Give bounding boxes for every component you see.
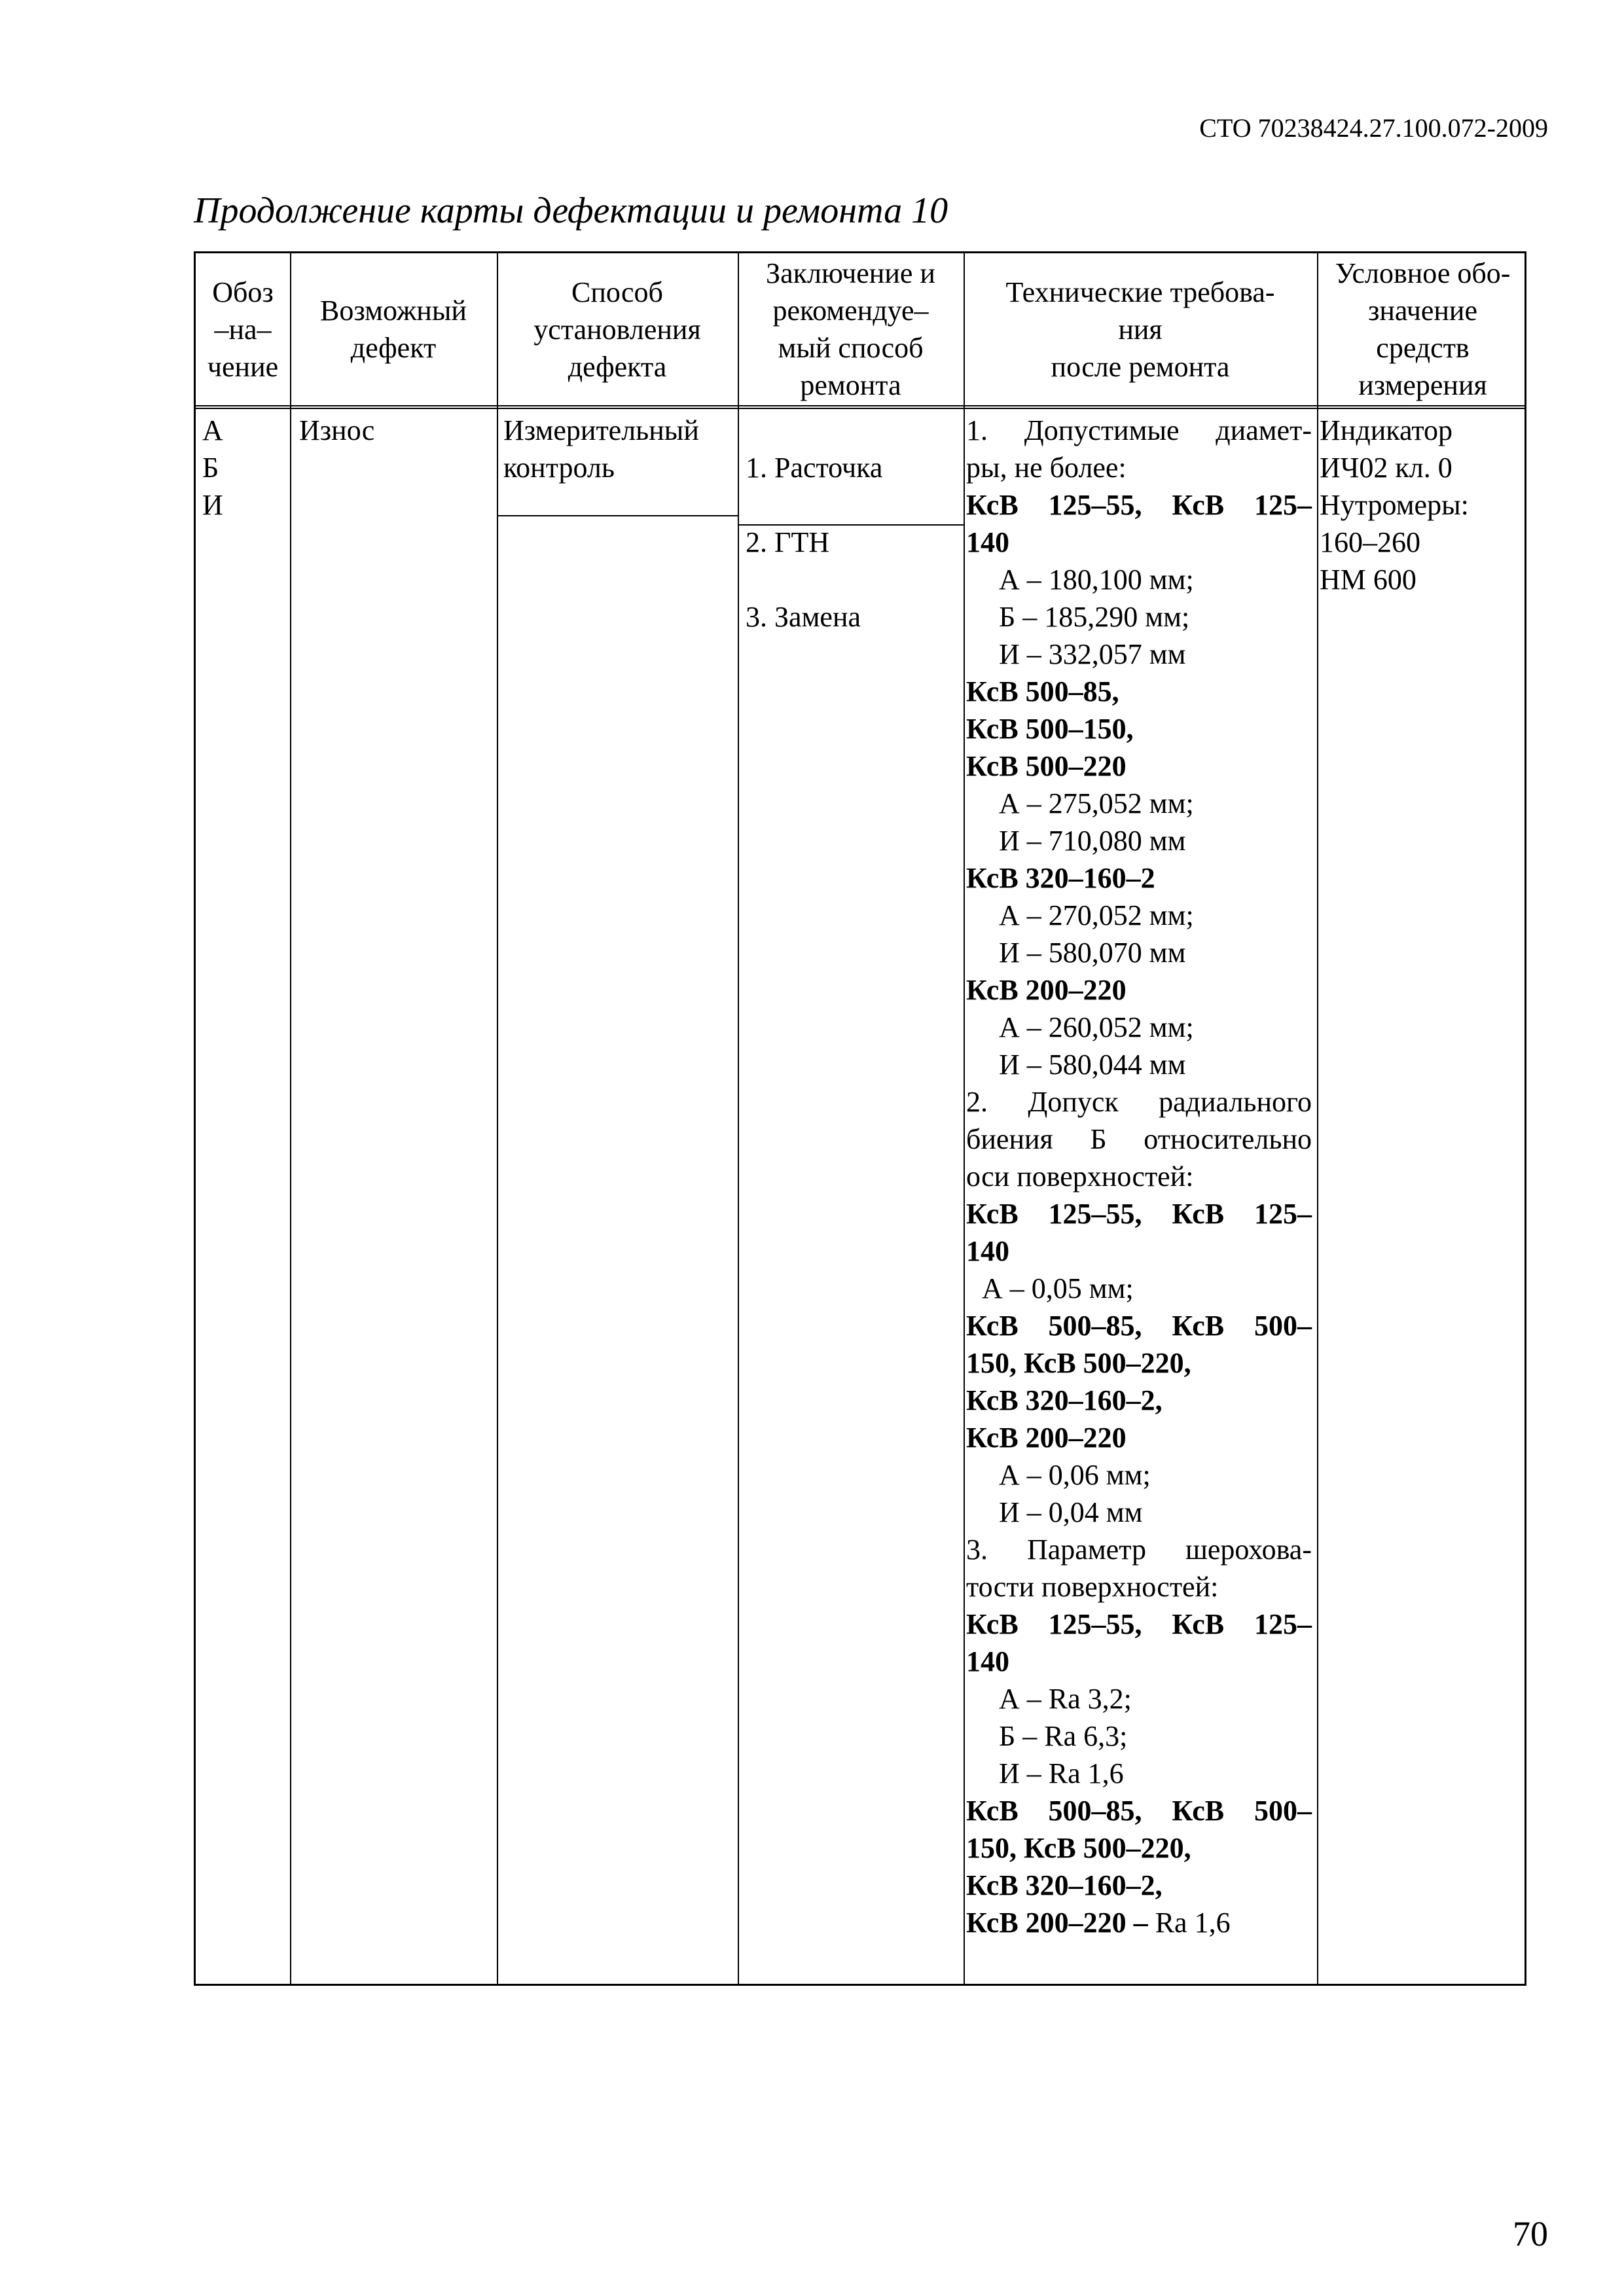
requirement-line: тости поверхностей:: [966, 1571, 1219, 1603]
tool-line: ИЧ02 кл. 0: [1320, 452, 1453, 484]
requirement-line: Б – 185,290 мм;: [999, 601, 1190, 633]
header-detection-method: Способ установления дефекта: [533, 276, 701, 383]
requirement-line: КсВ 320–160–2,: [966, 1869, 1163, 1901]
requirement-line: 1. Допустимые диамет-: [966, 414, 1312, 446]
header-repair-method: Заключение и рекомендуе– мый способ ремонта: [766, 257, 935, 401]
requirement-line: А – 270,052 мм;: [999, 899, 1194, 931]
requirement-value: Ra 1,6: [1147, 1907, 1231, 1939]
page-number: 70: [1513, 2214, 1548, 2253]
document-code: СТО 70238424.27.100.072-2009: [1199, 113, 1548, 143]
header-measuring-tools: Условное обо- значение средств измерения: [1335, 257, 1511, 401]
requirement-line: 150, КсВ 500–220,: [966, 1347, 1191, 1379]
repair-option: 2. ГТН: [746, 526, 830, 558]
column-divider: [1317, 253, 1318, 1984]
requirement-line: КсВ 500–150,: [966, 713, 1134, 745]
requirement-line: Б – Ra 6,3;: [999, 1720, 1128, 1752]
column-divider: [290, 253, 291, 1984]
requirement-line: оси поверхностей:: [966, 1160, 1194, 1193]
requirement-line: КсВ 500–85, КсВ 500–: [966, 1795, 1312, 1827]
header-separator: [196, 405, 1525, 409]
requirement-line: 3. Параметр шерохова-: [966, 1534, 1312, 1566]
tool-line: Индикатор: [1320, 414, 1453, 446]
requirement-line: биения Б относительно: [966, 1123, 1312, 1155]
requirement-line: КсВ 125–55, КсВ 125–: [966, 489, 1312, 521]
requirement-line: КсВ 125–55, КсВ 125–: [966, 1198, 1312, 1230]
requirement-line: КсВ 500–85,: [966, 675, 1119, 708]
requirement-line: 150, КсВ 500–220,: [966, 1832, 1191, 1864]
column-divider: [964, 253, 965, 1984]
table-caption: Продолжение карты дефектации и ремонта 10: [194, 190, 948, 231]
column-divider: [738, 253, 739, 1984]
requirement-line: [966, 1904, 1312, 1941]
requirement-line: А – Ra 3,2;: [999, 1683, 1132, 1715]
header-defect: Возможный дефект: [320, 295, 467, 364]
requirement-line: А – 180,100 мм;: [999, 564, 1194, 596]
tool-line: Нутромеры:: [1320, 489, 1469, 521]
cell-technical-requirements: [966, 412, 1312, 1941]
repair-option: 1. Расточка: [746, 452, 883, 484]
requirement-line: 140: [966, 1235, 1009, 1267]
requirement-line: ры, не более:: [966, 452, 1127, 484]
header-designation: Обоз –на– чение: [207, 276, 279, 383]
requirement-line: И – 580,044 мм: [999, 1049, 1186, 1081]
requirement-line: А – 0,05 мм;: [982, 1272, 1134, 1304]
requirement-line: И – 580,070 мм: [999, 937, 1186, 969]
cell-measuring-tools: [1320, 412, 1525, 598]
cell-repair-method: [746, 412, 882, 673]
requirement-line: И – 710,080 мм: [999, 825, 1186, 857]
cell-defect: Износ: [299, 414, 375, 446]
repair-option: 3. Замена: [746, 601, 861, 633]
defect-repair-table: [194, 251, 1526, 1986]
requirement-line: 2. Допуск радиального: [966, 1086, 1312, 1118]
requirement-line: КсВ 500–220: [966, 750, 1127, 782]
requirement-line: КсВ 320–160–2: [966, 862, 1155, 894]
requirement-line: А – 0,06 мм;: [999, 1459, 1151, 1491]
requirement-line: А – 275,052 мм;: [999, 787, 1194, 819]
cell-detection-method: Измерительный контроль: [503, 414, 699, 484]
requirement-line: 140: [966, 1645, 1009, 1677]
requirement-line: КсВ 200–220: [966, 974, 1127, 1006]
requirement-line: 140: [966, 526, 1009, 558]
requirement-line: КсВ 500–85, КсВ 500–: [966, 1310, 1312, 1342]
requirement-line: А – 260,052 мм;: [999, 1011, 1194, 1043]
tool-line: НМ 600: [1320, 564, 1416, 596]
requirement-line: И – 0,04 мм: [999, 1496, 1143, 1528]
cell-divider: [497, 515, 738, 516]
tool-line: 160–260: [1320, 526, 1420, 558]
requirement-line: КсВ 320–160–2,: [966, 1384, 1163, 1416]
requirement-line: КсВ 200–220: [966, 1422, 1127, 1454]
requirement-line: И – 332,057 мм: [999, 638, 1186, 670]
cell-designation: А Б И: [202, 414, 223, 521]
requirement-model: КсВ 200–220 –: [966, 1907, 1148, 1939]
requirement-line: КсВ 125–55, КсВ 125–: [966, 1608, 1312, 1640]
header-technical-requirements: Технические требова- ния после ремонта: [1005, 276, 1275, 383]
column-divider: [497, 253, 498, 1984]
requirement-line: И – Ra 1,6: [999, 1757, 1124, 1789]
